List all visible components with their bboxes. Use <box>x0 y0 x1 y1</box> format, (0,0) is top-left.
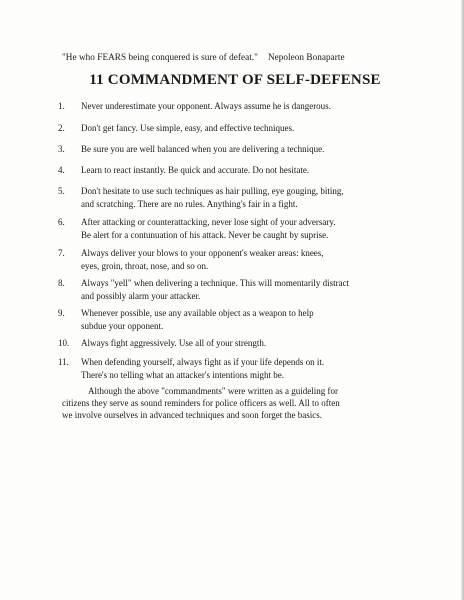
commandment-text: When defending yourself, always fight as if your life depends on it. <box>81 357 325 367</box>
commandment-text: Don't get fancy. Use simple, easy, and effective techniques. <box>81 123 295 133</box>
commandment-number: 1. <box>58 101 65 111</box>
commandment-text: After attacking or counterattacking, never lose sight of your adversary. <box>81 217 336 227</box>
commandment-text: Whenever possible, use any available object as a weapon to help <box>81 308 314 318</box>
closing-line: citizens they serve as sound reminders for police officers as well. All to often <box>62 398 340 408</box>
commandment-text: Learn to react instantly. Be quick and accurate. Do not hesitate. <box>81 165 310 175</box>
commandment-number: 5. <box>58 186 65 196</box>
commandment-number: 10. <box>58 338 70 348</box>
commandment-text-continued: subdue your opponent. <box>81 320 164 331</box>
commandment-text: Never underestimate your opponent. Always assume he is dangerous. <box>81 101 331 111</box>
closing-line: we involve ourselves in advanced techniques and soon forget the basics. <box>62 410 323 420</box>
quote-text: "He who FEARS being conquered is sure of defeat." <box>62 52 258 62</box>
commandment-item <box>58 164 309 177</box>
commandment-number: 2. <box>58 123 65 133</box>
closing-paragraph <box>62 385 340 421</box>
commandment-text: Always fight aggressively. Use all of your strength. <box>81 338 267 348</box>
commandment-text: Always "yell" when delivering a technique. This will momentarily distract <box>81 278 350 288</box>
commandment-text: Don't hesitate to use such techniques as hair pulling, eye gouging, biting, <box>81 186 344 196</box>
commandment-item <box>58 337 266 350</box>
commandment-item <box>58 143 324 156</box>
commandment-item <box>58 122 294 135</box>
page-title: 11 COMMANDMENT OF SELF-DEFENSE <box>89 72 381 88</box>
commandment-item <box>58 247 324 272</box>
commandment-text-continued: and scratching. There are no rules. Anything's fair in a fight. <box>81 198 298 209</box>
commandment-number: 7. <box>58 248 65 258</box>
commandment-number: 3. <box>58 144 65 154</box>
commandment-number: 11. <box>58 357 69 367</box>
commandment-item <box>58 277 349 302</box>
quote-author: Nepoleon Bonaparte <box>267 52 345 62</box>
commandment-text-continued: There's no telling what an attacker's intentions might be. <box>81 369 284 380</box>
commandment-text-continued: and possibly alarm your attacker. <box>81 290 201 301</box>
commandment-number: 4. <box>58 165 65 175</box>
commandment-number: 9. <box>58 308 65 318</box>
epigraph-quote <box>62 52 345 62</box>
commandment-text-continued: Be alert for a contunuation of his attack. Never be caught by suprise. <box>81 229 329 240</box>
commandment-item <box>58 185 344 210</box>
commandment-number: 6. <box>58 217 65 227</box>
commandment-item <box>58 100 331 113</box>
commandment-text-continued: eyes, groin, throat, nose, and so on. <box>81 260 209 271</box>
commandment-text: Be sure you are well balanced when you are delivering a technique. <box>81 144 325 154</box>
commandment-item <box>58 356 324 381</box>
commandment-item <box>58 307 314 332</box>
commandment-text: Always deliver your blows to your opponent's weaker areas: knees, <box>81 248 324 258</box>
commandment-item <box>58 216 336 241</box>
commandment-number: 8. <box>58 278 65 288</box>
closing-line: Although the above "commandments" were written as a guideling for <box>88 386 339 396</box>
